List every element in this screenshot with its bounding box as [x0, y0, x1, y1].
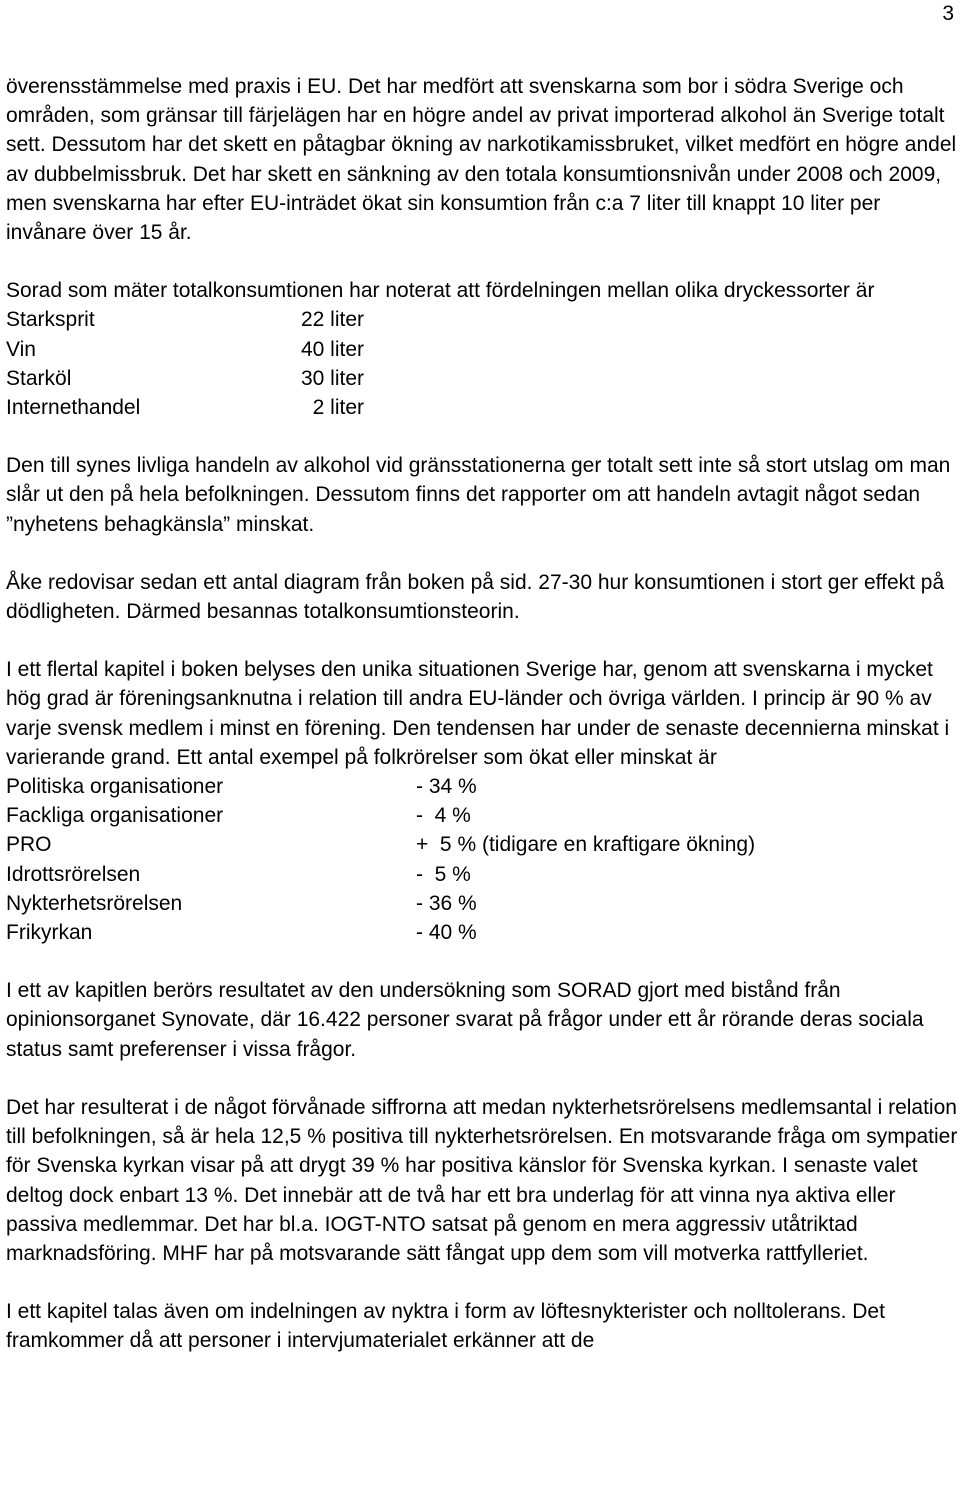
organization-change: - 36 % [416, 891, 477, 915]
organization-name: Fackliga organisationer [6, 804, 224, 828]
table-row [6, 305, 958, 334]
organization-name: PRO [6, 833, 52, 857]
drink-value: 2 liter [312, 396, 364, 420]
organization-name: Politiska organisationer [6, 775, 224, 799]
table-row [6, 335, 958, 364]
organization-change: - 34 % [416, 775, 477, 799]
page-number: 3 [942, 2, 954, 25]
drink-consumption-table [6, 305, 958, 422]
organization-change: - 5 % [416, 862, 471, 886]
paragraph-diagrams: Åke redovisar sedan ett antal diagram från boken på sid. 27-30 hur konsumtionen i stort ger effekt på dödligheten. Därmed besannas totalkonsumtionsteorin. [6, 570, 945, 624]
paragraph-associations-intro: I ett flertal kapitel i boken belyses den unika situationen Sverige har, genom att svenskarna i mycket hög grad är föreningsanknutna i relation till andra EU-länder och övriga världen. I princip är 90 % av varje svensk medlem i minst en förening. Den tendensen har under de senaste decennierna minskat i varierande grand. Ett antal exempel på folkrörelser som ökat eller minskat är [6, 658, 950, 769]
table-row [6, 772, 958, 801]
table-row [6, 860, 958, 889]
organization-change: - 40 % [416, 921, 477, 945]
document-body [6, 72, 958, 1356]
drink-name: Starköl [6, 366, 72, 390]
organization-name: Nykterhetsrörelsen [6, 891, 183, 915]
table-row [6, 364, 958, 393]
table-row [6, 393, 958, 422]
organization-name: Idrottsrörelsen [6, 862, 141, 886]
paragraph-temperance-results: Det har resulterat i de något förvånade siffrorna att medan nykterhetsrörelsens medlemsantal i relation till befolkningen, så är hela 12,5 % positiva till nykterhetsrörelsen. En motsvarande fråga om sympatier för Svenska kyrkan visar på att drygt 39 % har positiva känslor för Svenska kyrkan. I senaste valet deltog dock enbart 13 %. Det innebär att de två har ett bra underlag för att vinna nya aktiva eller passiva medlemmar. Det har bl.a. IOGT-NTO satsat på genom en mera aggressiv utåtriktad marknadsföring. MHF har på motsvarande sätt fångat upp dem som vill motverka rattfylleriet. [6, 1095, 958, 1265]
organization-change: + 5 % (tidigare en kraftigare ökning) [416, 833, 756, 857]
paragraph-sobriety-types: I ett kapitel talas även om indelningen av nyktra i form av löftesnykterister och nolltolerans. Det framkommer då att personer i intervjumaterialet erkänner att de [6, 1300, 885, 1353]
drink-value: 30 liter [300, 366, 364, 390]
drink-value: 22 liter [300, 308, 364, 332]
paragraph-border-trade: Den till synes livliga handeln av alkohol vid gränsstationerna ger totalt sett inte så stort utslag om man slår ut den på hela befolkningen. Dessutom finns det rapporter om att handeln avtagit något sedan ”nyhetens behagkänsla” minskat. [6, 454, 951, 536]
drink-name: Starksprit [6, 308, 95, 332]
drink-name: Internethandel [6, 396, 141, 420]
organization-change-table [6, 772, 958, 947]
drink-name: Vin [6, 337, 36, 361]
table-row [6, 889, 958, 918]
organization-change: - 4 % [416, 804, 471, 828]
drink-value: 40 liter [300, 337, 364, 361]
paragraph-sorad-survey: I ett av kapitlen berörs resultatet av den undersökning som SORAD gjort med bistånd från opinionsorganet Synovate, där 16.422 personer svarat på frågor under ett år rörande deras sociala status samt preferenser i vissa frågor. [6, 979, 924, 1061]
table-row [6, 830, 958, 859]
paragraph-alcohol-import: överensstämmelse med praxis i EU. Det har medfört att svenskarna som bor i södra Sverige och områden, som gränsar till färjelägen har en högre andel av privat importerad alkohol än Sverige totalt sett. Dessutom har det skett en påtagbar ökning av narkotikamissbruket, vilket medfört en högre andel av dubbelmissbruk. Det har skett en sänkning av den totala konsumtionsnivån under 2008 och 2009, men svenskarna har efter EU-inträdet ökat sin konsumtion från c:a 7 liter till knappt 10 liter per invånare över 15 år. [6, 75, 957, 245]
organization-name: Frikyrkan [6, 921, 93, 945]
table-row [6, 918, 958, 947]
paragraph-sorad-intro: Sorad som mäter totalkonsumtionen har noterat att fördelningen mellan olika dryckessorter är [6, 279, 875, 303]
table-row [6, 801, 958, 830]
